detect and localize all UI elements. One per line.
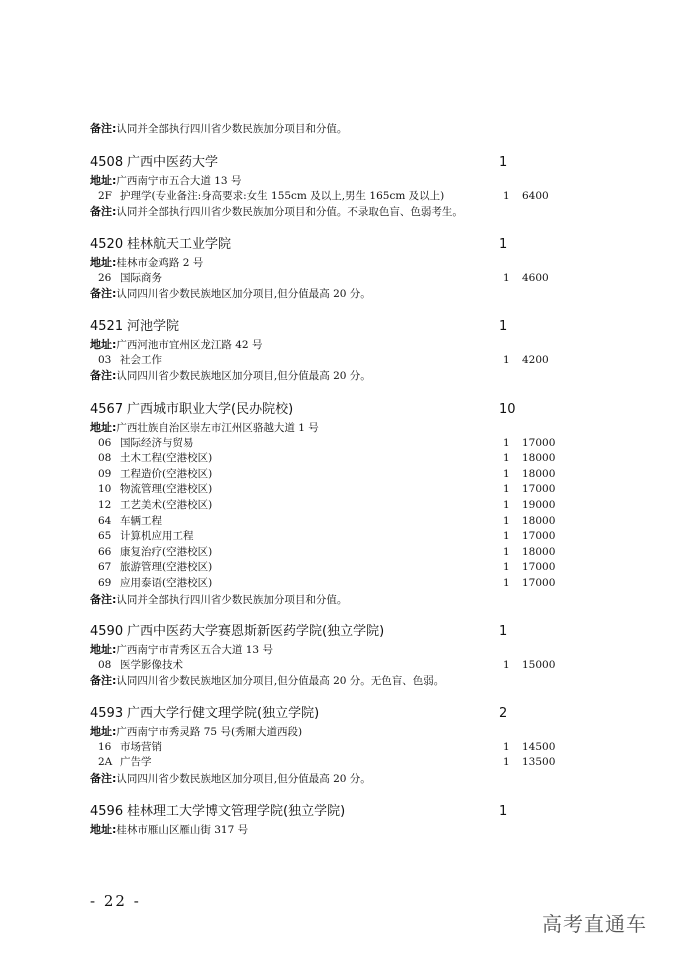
first-note bbox=[90, 121, 680, 137]
program-code: 08 bbox=[98, 452, 112, 465]
program-name: 车辆工程 bbox=[120, 514, 162, 527]
program-row bbox=[90, 755, 570, 771]
program-name: 市场营销 bbox=[120, 740, 162, 753]
address-label: 地址: bbox=[90, 725, 117, 738]
program-code: 69 bbox=[98, 576, 112, 589]
program-count: 1 bbox=[503, 756, 510, 769]
program-row bbox=[90, 560, 570, 576]
program-code: 65 bbox=[98, 530, 112, 543]
program-fee: 18000 bbox=[522, 514, 556, 527]
program-fee: 17000 bbox=[522, 561, 556, 574]
note-text: 认同四川省少数民族地区加分项目,但分值最高 20 分。 bbox=[116, 772, 371, 785]
note-text: 认同四川省少数民族地区加分项目,但分值最高 20 分。 bbox=[116, 370, 371, 383]
institution-code: 4596 bbox=[90, 804, 124, 819]
institution-header bbox=[90, 802, 570, 822]
institution-header bbox=[90, 704, 570, 724]
program-count: 1 bbox=[503, 545, 510, 558]
address-text: 广西河池市宜州区龙江路 42 号 bbox=[116, 339, 263, 351]
program-fee: 17000 bbox=[522, 483, 556, 496]
program-name: 计算机应用工程 bbox=[120, 530, 194, 543]
program-name: 国际商务 bbox=[120, 271, 162, 284]
institution-block bbox=[90, 622, 570, 689]
institution-count: 1 bbox=[499, 237, 508, 252]
program-row bbox=[90, 514, 570, 530]
program-name: 社会工作 bbox=[120, 353, 162, 366]
institution-code: 4520 bbox=[90, 237, 124, 252]
program-name: 土木工程(空港校区) bbox=[120, 452, 213, 465]
program-count: 1 bbox=[503, 658, 510, 671]
program-name: 旅游管理(空港校区) bbox=[120, 561, 213, 574]
program-count: 1 bbox=[503, 740, 510, 753]
program-row bbox=[90, 658, 570, 674]
note-label: 备注: bbox=[90, 592, 117, 606]
institution-name: 广西大学行健文理学院(独立学院) bbox=[127, 706, 320, 721]
program-fee: 4600 bbox=[522, 271, 549, 284]
program-name: 物流管理(空港校区) bbox=[120, 483, 213, 496]
program-code: 64 bbox=[98, 514, 112, 527]
program-row bbox=[90, 498, 570, 514]
note-label: 备注: bbox=[90, 674, 117, 688]
program-code: 09 bbox=[98, 467, 112, 480]
institution-code: 4567 bbox=[90, 402, 124, 417]
program-code: 26 bbox=[98, 271, 112, 284]
program-code: 66 bbox=[98, 545, 112, 558]
program-name: 护理学(专业备注:身高要求:女生 155cm 及以上,男生 165cm 及以上) bbox=[120, 189, 445, 202]
program-fee: 4200 bbox=[522, 353, 549, 366]
address-line bbox=[90, 642, 570, 658]
program-row bbox=[90, 189, 570, 205]
institution-count: 2 bbox=[499, 706, 508, 721]
institution-block bbox=[90, 235, 570, 302]
institution-block bbox=[90, 704, 570, 786]
institution-header bbox=[90, 622, 570, 642]
institution-count: 1 bbox=[499, 319, 508, 334]
institution-name: 桂林理工大学博文管理学院(独立学院) bbox=[127, 804, 346, 819]
program-count: 1 bbox=[503, 561, 510, 574]
note-label: 备注: bbox=[90, 205, 117, 219]
note-text: 认同四川省少数民族地区加分项目,但分值最高 20 分。无色盲、色弱。 bbox=[116, 675, 445, 688]
program-fee: 18000 bbox=[522, 467, 556, 480]
note-text: 认同并全部执行四川省少数民族加分项目和分值。 bbox=[116, 123, 348, 135]
note-text: 认同并全部执行四川省少数民族加分项目和分值。 bbox=[116, 593, 348, 606]
institution-block bbox=[90, 317, 570, 384]
address-label: 地址: bbox=[90, 823, 117, 836]
address-label: 地址: bbox=[90, 174, 117, 187]
program-code: 10 bbox=[98, 483, 112, 496]
program-count: 1 bbox=[503, 576, 510, 589]
institution-header bbox=[90, 400, 570, 420]
program-name: 医学影像技术 bbox=[120, 658, 183, 671]
note-label: 备注: bbox=[90, 771, 117, 785]
institution-count: 1 bbox=[499, 624, 508, 639]
address-line bbox=[90, 822, 570, 838]
note-text: 认同并全部执行四川省少数民族加分项目和分值。不录取色盲、色弱考生。 bbox=[116, 206, 463, 219]
program-name: 广告学 bbox=[120, 756, 152, 769]
program-fee: 18000 bbox=[522, 545, 556, 558]
address-label: 地址: bbox=[90, 256, 117, 269]
program-row bbox=[90, 482, 570, 498]
program-name: 国际经济与贸易 bbox=[120, 436, 194, 449]
institution-header bbox=[90, 235, 570, 255]
program-fee: 18000 bbox=[522, 452, 556, 465]
program-fee: 17000 bbox=[522, 530, 556, 543]
program-fee: 14500 bbox=[522, 740, 556, 753]
note-label: 备注: bbox=[90, 369, 117, 383]
program-row bbox=[90, 740, 570, 756]
program-count: 1 bbox=[503, 353, 510, 366]
address-text: 广西南宁市秀灵路 75 号(秀厢大道西段) bbox=[116, 726, 303, 738]
institution-count: 10 bbox=[499, 402, 516, 417]
address-text: 桂林市雁山区雁山街 317 号 bbox=[116, 824, 249, 836]
institution-header bbox=[90, 153, 570, 173]
institution-count: 1 bbox=[499, 155, 508, 170]
address-line bbox=[90, 173, 570, 189]
note-line bbox=[90, 204, 570, 220]
program-code: 06 bbox=[98, 436, 112, 449]
program-count: 1 bbox=[503, 189, 510, 202]
institution-name: 桂林航天工业学院 bbox=[127, 237, 232, 252]
program-name: 应用泰语(空港校区) bbox=[120, 576, 213, 589]
institution-block bbox=[90, 153, 570, 220]
program-fee: 17000 bbox=[522, 576, 556, 589]
program-name: 工程造价(空港校区) bbox=[120, 467, 213, 480]
institution-name: 河池学院 bbox=[127, 319, 180, 334]
note-line bbox=[90, 771, 570, 787]
program-fee: 19000 bbox=[522, 498, 556, 511]
watermark-text: 高考直通车 bbox=[542, 912, 647, 936]
program-code: 67 bbox=[98, 561, 112, 574]
institution-block bbox=[90, 400, 570, 607]
program-code: 2A bbox=[98, 756, 113, 769]
program-row bbox=[90, 545, 570, 561]
program-row bbox=[90, 576, 570, 592]
institution-name: 广西城市职业大学(民办院校) bbox=[127, 402, 294, 417]
institution-code: 4590 bbox=[90, 624, 124, 639]
note-line bbox=[90, 286, 570, 302]
address-line bbox=[90, 255, 570, 271]
note-label: 备注: bbox=[90, 287, 117, 301]
address-text: 桂林市金鸡路 2 号 bbox=[116, 257, 204, 269]
program-row bbox=[90, 451, 570, 467]
note-line bbox=[90, 592, 570, 608]
program-fee: 17000 bbox=[522, 436, 556, 449]
program-row bbox=[90, 529, 570, 545]
program-count: 1 bbox=[503, 452, 510, 465]
program-row bbox=[90, 436, 570, 452]
address-line bbox=[90, 337, 570, 353]
program-row bbox=[90, 353, 570, 369]
address-label: 地址: bbox=[90, 421, 117, 434]
page-number: - 22 - bbox=[90, 892, 141, 910]
address-label: 地址: bbox=[90, 338, 117, 351]
address-label: 地址: bbox=[90, 643, 117, 656]
program-code: 12 bbox=[98, 498, 112, 511]
note-line bbox=[90, 673, 570, 689]
program-count: 1 bbox=[503, 514, 510, 527]
program-count: 1 bbox=[503, 498, 510, 511]
institution-name: 广西中医药大学 bbox=[127, 155, 219, 170]
address-text: 广西南宁市青秀区五合大道 13 号 bbox=[116, 644, 273, 656]
institution-header bbox=[90, 317, 570, 337]
program-count: 1 bbox=[503, 436, 510, 449]
program-count: 1 bbox=[503, 530, 510, 543]
program-count: 1 bbox=[503, 483, 510, 496]
program-row bbox=[90, 467, 570, 483]
program-code: 03 bbox=[98, 353, 112, 366]
note-label: 备注: bbox=[90, 122, 117, 135]
program-count: 1 bbox=[503, 467, 510, 480]
program-code: 08 bbox=[98, 658, 112, 671]
institution-code: 4508 bbox=[90, 155, 124, 170]
program-code: 16 bbox=[98, 740, 112, 753]
note-line bbox=[90, 368, 570, 384]
program-fee: 15000 bbox=[522, 658, 556, 671]
address-text: 广西壮族自治区崇左市江州区骆越大道 1 号 bbox=[116, 422, 319, 434]
institution-name: 广西中医药大学赛恩斯新医药学院(独立学院) bbox=[127, 624, 385, 639]
institution-code: 4521 bbox=[90, 319, 124, 334]
program-name: 康复治疗(空港校区) bbox=[120, 545, 213, 558]
institution-block bbox=[90, 802, 570, 838]
institution-code: 4593 bbox=[90, 706, 124, 721]
program-row bbox=[90, 271, 570, 287]
program-name: 工艺美术(空港校区) bbox=[120, 498, 213, 511]
address-line bbox=[90, 724, 570, 740]
program-fee: 6400 bbox=[522, 189, 549, 202]
program-fee: 13500 bbox=[522, 756, 556, 769]
address-line bbox=[90, 420, 570, 436]
address-text: 广西南宁市五合大道 13 号 bbox=[116, 175, 242, 187]
program-code: 2F bbox=[98, 189, 112, 202]
institution-count: 1 bbox=[499, 804, 508, 819]
note-text: 认同四川省少数民族地区加分项目,但分值最高 20 分。 bbox=[116, 288, 371, 301]
program-count: 1 bbox=[503, 271, 510, 284]
